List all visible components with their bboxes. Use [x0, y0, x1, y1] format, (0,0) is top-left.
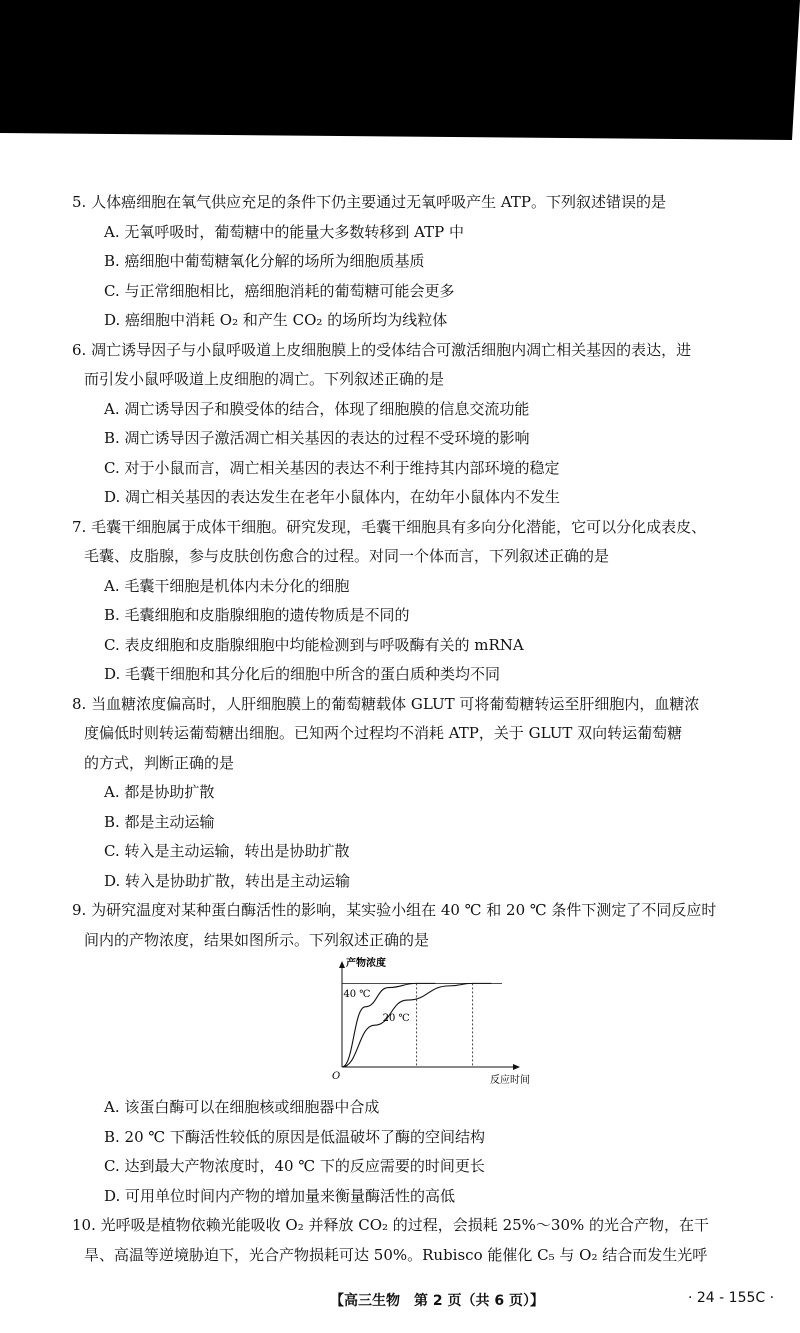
question-8-stem-cont: 度偏低时则转运葡萄糖出细胞。已知两个过程均不消耗 ATP，关于 GLUT 双向转运葡萄糖	[84, 724, 683, 742]
question-9-stem: 9. 为研究温度对某种蛋白酶活性的影响，某实验小组在 40 ℃ 和 20 ℃ 条件下测定了不同反应时	[72, 901, 717, 919]
question-6-option-b: B. 凋亡诱导因子激活凋亡相关基因的表达的过程不受环境的影响	[104, 429, 530, 447]
question-5-stem: 5. 人体癌细胞在氧气供应充足的条件下仍主要通过无氧呼吸产生 ATP。下列叙述错误的是	[72, 193, 666, 211]
question-6-option-d: D. 凋亡相关基因的表达发生在老年小鼠体内，在幼年小鼠体内不发生	[104, 488, 561, 506]
question-5-option-b: B. 癌细胞中葡萄糖氧化分解的场所为细胞质基质	[104, 252, 425, 270]
question-7-option-d: D. 毛囊干细胞和其分化后的细胞中所含的蛋白质种类均不同	[104, 665, 501, 683]
question-6-option-a: A. 凋亡诱导因子和膜受体的结合，体现了细胞膜的信息交流功能	[104, 399, 530, 418]
question-5-option-c: C. 与正常细胞相比，癌细胞消耗的葡萄糖可能会更多	[104, 281, 455, 300]
y-axis-label: 产物浓度	[346, 958, 386, 969]
question-8-option-c: C. 转入是主动运输，转出是协助扩散	[104, 842, 350, 860]
question-7-option-b: B. 毛囊细胞和皮脂腺细胞的遗传物质是不同的	[104, 606, 410, 624]
series-label-20c: 20 ℃	[382, 1013, 410, 1025]
footer-code: · 24 - 155C ·	[688, 1290, 775, 1306]
y-axis-arrow	[339, 961, 345, 968]
question-8-stem: 8. 当血糖浓度偏高时，人肝细胞膜上的葡萄糖载体 GLUT 可将葡萄糖转运至肝细胞内，血糖浓	[72, 694, 700, 713]
question-10-stem: 10. 光呼吸是植物依赖光能吸收 O₂ 并释放 CO₂ 的过程，会损耗 25%～30% 的光合产物，在干	[72, 1216, 710, 1234]
footer-page-info: 【高三生物 第 2 页（共 6 页）】	[330, 1293, 544, 1309]
question-8-stem-cont-2: 的方式，判断正确的是	[84, 753, 235, 772]
question-5-option-a: A. 无氧呼吸时，葡萄糖中的能量大多数转移到 ATP 中	[104, 222, 465, 241]
question-10-stem-cont: 旱、高温等逆境胁迫下，光合产物损耗可达 50%。Rubisco 能催化 C₅ 与 O₂ 结合而发生光呼	[84, 1245, 708, 1264]
question-6-stem: 6. 凋亡诱导因子与小鼠呼吸道上皮细胞膜上的受体结合可激活细胞内凋亡相关基因的表达，进	[72, 340, 692, 359]
question-6-stem-cont: 而引发小鼠呼吸道上皮细胞的凋亡。下列叙述正确的是	[84, 370, 445, 388]
question-6-option-c: C. 对于小鼠而言，凋亡相关基因的表达不利于维持其内部环境的稳定	[104, 458, 560, 477]
question-7-option-a: A. 毛囊干细胞是机体内未分化的细胞	[104, 576, 350, 595]
question-7-stem-cont: 毛囊、皮脂腺，参与皮肤创伤愈合的过程。对同一个体而言，下列叙述正确的是	[84, 547, 610, 565]
question-8-option-b: B. 都是主动运输	[104, 812, 215, 831]
question-5-option-d: D. 癌细胞中消耗 O₂ 和产生 CO₂ 的场所均为线粒体	[104, 311, 448, 329]
question-page	[72, 188, 772, 1270]
product-concentration-chart	[324, 955, 530, 1093]
x-axis-arrow	[513, 1064, 520, 1070]
question-7-stem: 7. 毛囊干细胞属于成体干细胞。研究发现，毛囊干细胞具有多向分化潜能，它可以分化成表皮、	[72, 517, 707, 536]
question-9-stem-cont: 间内的产物浓度，结果如图所示。下列叙述正确的是	[84, 930, 430, 949]
origin-label: O	[332, 1071, 341, 1082]
series-label-40c: 40 ℃	[343, 988, 371, 1000]
enzyme-activity-figure	[72, 955, 772, 1093]
question-9-option-a: A. 该蛋白酶可以在细胞核或细胞器中合成	[104, 1098, 380, 1116]
question-9-option-c: C. 达到最大产物浓度时，40 ℃ 下的反应需要的时间更长	[104, 1157, 485, 1175]
question-9-option-b: B. 20 ℃ 下酶活性较低的原因是低温破坏了酶的空间结构	[104, 1127, 485, 1146]
x-axis-label: 反应时间	[490, 1075, 530, 1086]
black-header-band	[0, 0, 800, 140]
question-8-option-d: D. 转入是协助扩散，转出是主动运输	[104, 871, 351, 890]
question-9-option-d: D. 可用单位时间内产物的增加量来衡量酶活性的高低	[104, 1186, 456, 1205]
question-8-option-a: A. 都是协助扩散	[104, 783, 215, 801]
question-7-option-c: C. 表皮细胞和皮脂腺细胞中均能检测到与呼吸酶有关的 mRNA	[104, 635, 524, 654]
